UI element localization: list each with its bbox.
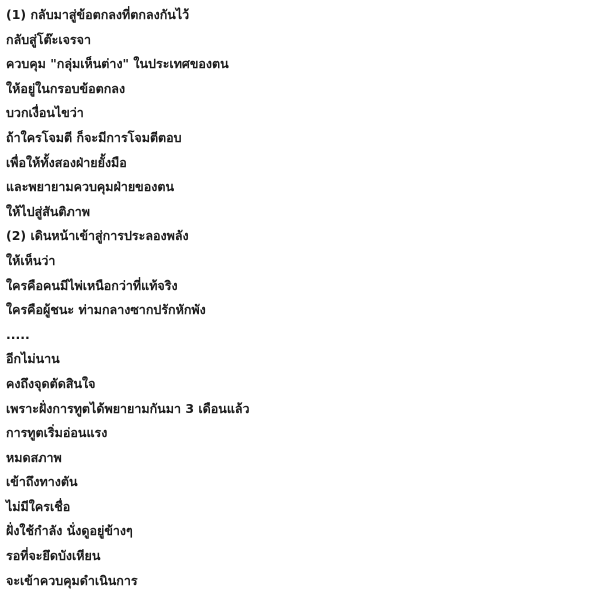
text-line: บวกเงื่อนไขว่า [6,105,84,121]
text-line: เพราะฝั่งการทูตได้พยายามกันมา 3 เดือนแล้ว [6,400,250,416]
text-line: จะเข้าควบคุมดำเนินการ [6,572,138,588]
text-line: เข้าถึงทางตัน [6,474,78,490]
text-line: (2) เดินหน้าเข้าสู่การประลองพลัง [6,228,189,244]
text-line: (1) กลับมาสู่ข้อตกลงที่ตกลงกันไว้ [6,7,190,22]
text-line: เพื่อให้ทั้งสองฝ่ายยั้งมือ [6,154,127,170]
text-line: อีกไม่นาน [6,351,60,367]
text-line: หมดสภาพ [6,449,62,465]
text-line: ถ้าใครโจมตี ก็จะมีการโจมตีตอบ [6,129,182,145]
text-line: ให้เห็นว่า [6,252,56,268]
text-line: ..... [6,326,30,342]
document-text [6,3,250,593]
text-line: ใครคือผู้ชนะ ท่ามกลางซากปรักหักพัง [6,302,206,318]
text-line: คงถึงจุดตัดสินใจ [6,375,96,391]
text-line: การทูตเริ่มอ่อนแรง [6,425,108,441]
text-line: ให้อยู่ในกรอบข้อตกลง [6,80,126,96]
text-line: ใครคือคนมีไพ่เหนือกว่าที่แท้จริง [6,277,178,293]
text-line: และพยายามควบคุมฝ่ายของตน [6,179,174,195]
text-line: ให้ไปสู่สันติภาพ [6,203,90,219]
text-line: ควบคุม "กลุ่มเห็นต่าง" ในประเทศของตน [6,56,229,72]
text-line: กลับสู่โต๊ะเจรจา [6,31,91,47]
text-line: รอที่จะยึดบังเหียน [6,548,101,564]
text-line: ไม่มีใครเชื่อ [6,498,71,514]
text-line: ฝั่งใช้กำลัง นั่งดูอยู่ข้างๆ [6,523,133,539]
